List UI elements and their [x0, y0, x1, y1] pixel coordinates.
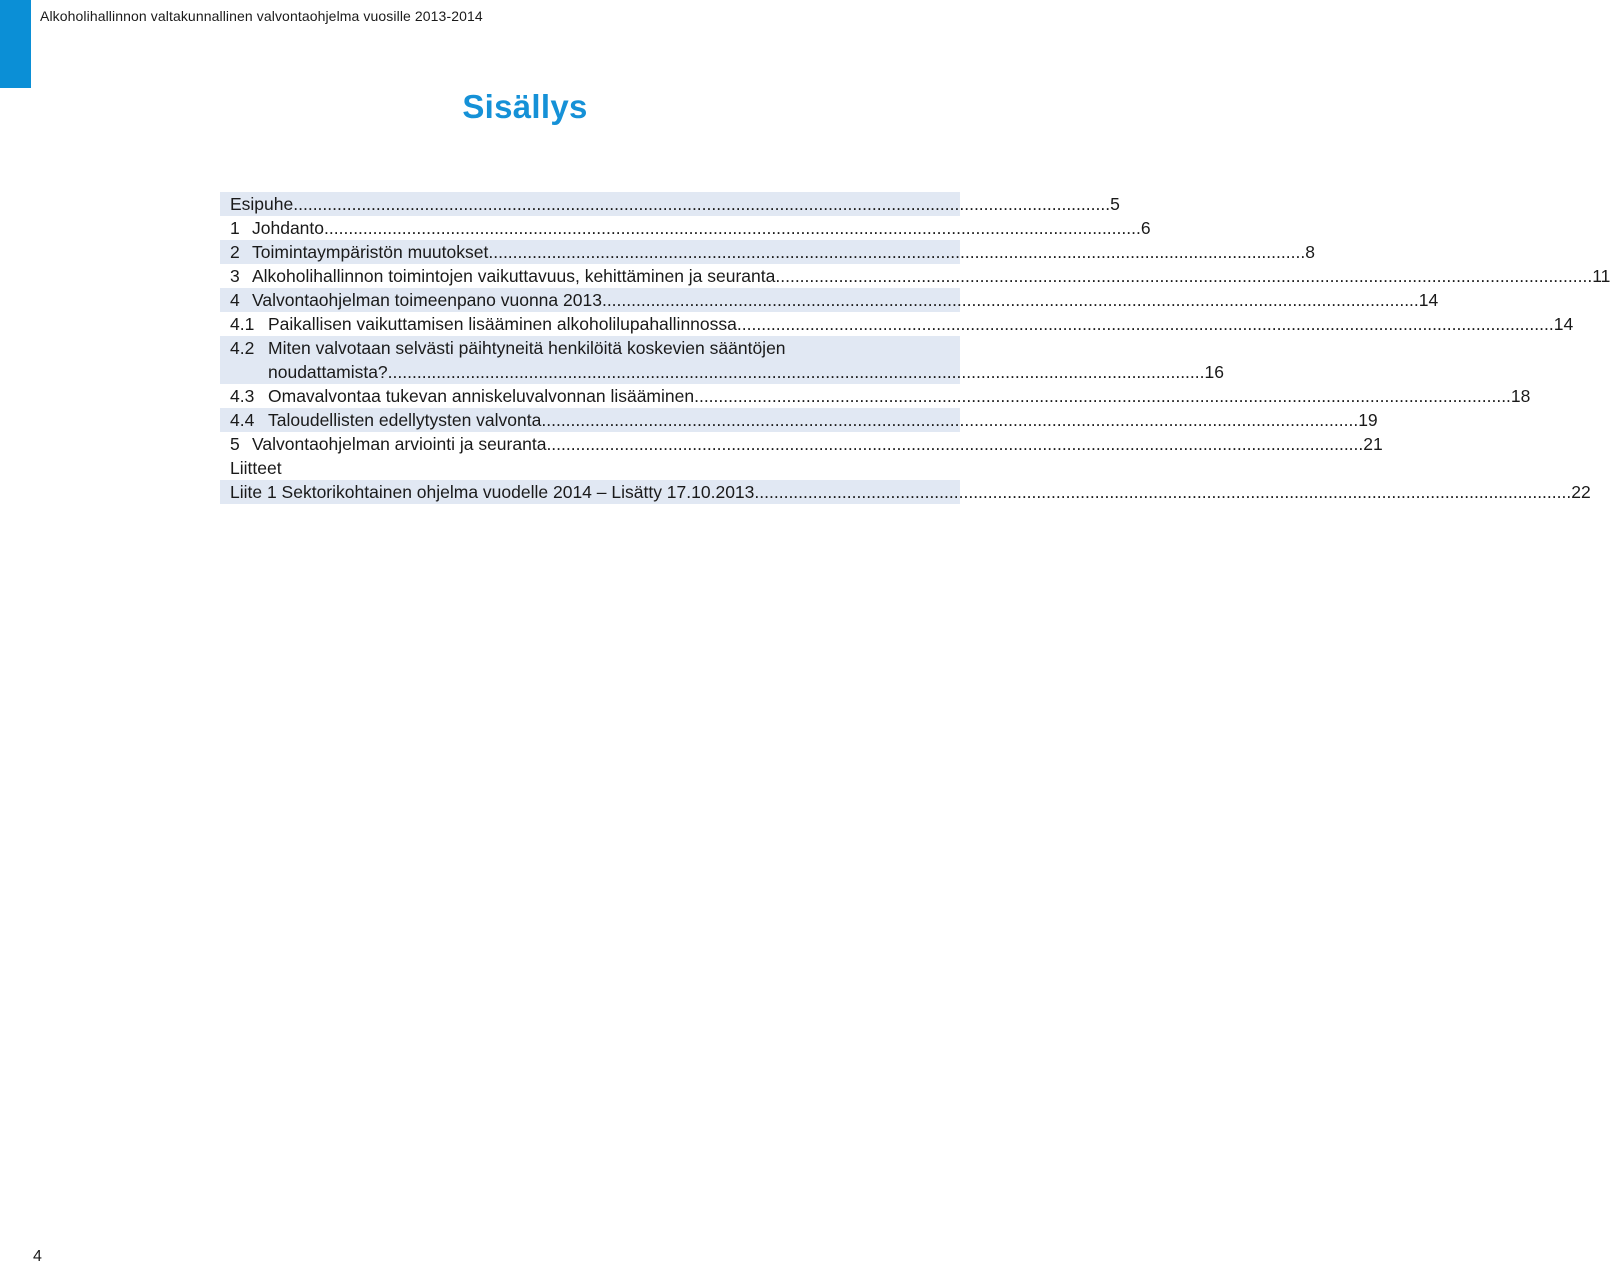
toc-leader: ........................................................................................................................................................................ [293, 194, 1111, 214]
toc-entry-text: Toimintaympäristön muutokset [252, 242, 489, 262]
toc-entry-label [230, 216, 324, 240]
toc-entry-text: Omavalvontaa tukevan anniskeluvalvonnan lisääminen [268, 386, 695, 406]
toc-entry-number: 5 [230, 434, 240, 454]
toc-entry-text: noudattamista? [268, 362, 388, 382]
toc-entry-text: Johdanto [252, 218, 325, 238]
toc-entry-label [230, 240, 488, 264]
toc-leader: ........................................................................................................................................................................ [601, 290, 1419, 310]
toc-entry-number: 1 [230, 218, 240, 238]
page-title: Sisällys [462, 88, 588, 125]
toc-leader: ........................................................................................................................................................................ [541, 410, 1359, 430]
toc-entry-toimeenpano[interactable] [220, 288, 1439, 312]
toc-page-number: 5 [1110, 194, 1120, 214]
toc-entry-label [230, 264, 775, 288]
toc-entry-number: 2 [230, 242, 240, 262]
toc-entry-label [230, 312, 737, 336]
table-of-contents [220, 192, 1610, 504]
toc-entry-number: 4 [230, 290, 240, 310]
toc-entry-johdanto[interactable] [220, 216, 1151, 240]
page-number: 4 [33, 1248, 42, 1265]
toc-entry-text: Alkoholihallinnon toimintojen vaikuttavuus, kehittäminen ja seuranta [252, 266, 776, 286]
toc-entry-omavalvonta[interactable] [220, 384, 1531, 408]
toc-entry-label [230, 336, 786, 360]
toc-entry-arviointi[interactable] [220, 432, 1383, 456]
toc-entry-taloudelliset[interactable] [220, 408, 1378, 432]
toc-page-number: 11 [1592, 266, 1610, 286]
toc-entry-number: 4.3 [230, 386, 255, 406]
toc-entry-paikallinen-vaikuttaminen[interactable] [220, 312, 1574, 336]
toc-entry-text: Liitteet [230, 458, 282, 478]
toc-page-number: 8 [1305, 242, 1315, 262]
toc-entry-paihtyneet[interactable] [220, 336, 960, 360]
toc-page-number: 16 [1204, 362, 1224, 382]
toc-entry-text: Paikallisen vaikuttamisen lisääminen alkoholilupahallinnossa [268, 314, 737, 334]
toc-entry-label [230, 408, 541, 432]
toc-leader: ........................................................................................................................................................................ [546, 434, 1364, 454]
toc-entry-esipuhe[interactable] [220, 192, 1120, 216]
toc-entry-number: 4.4 [230, 410, 255, 430]
toc-page-number: 6 [1140, 218, 1151, 238]
toc-entry-text: Valvontaohjelman arviointi ja seuranta [252, 434, 547, 454]
toc-page-number: 18 [1510, 386, 1531, 406]
toc-entry-label: Esipuhe [230, 194, 294, 214]
toc-entry-liitteet[interactable] [220, 456, 960, 480]
toc-entry-number: 4.2 [230, 338, 255, 358]
toc-leader: ........................................................................................................................................................................ [488, 242, 1306, 262]
toc-entry-paihtyneet-continued[interactable] [220, 360, 1224, 384]
toc-entry-text: Miten valvotaan selvästi päihtyneitä henkilöitä koskevien sääntöjen [268, 338, 786, 358]
toc-leader: ........................................................................................................................................................................ [754, 482, 1572, 502]
running-header: Alkoholihallinnon valtakunnallinen valvontaohjelma vuosille 2013-2014 [40, 8, 483, 24]
toc-leader: ........................................................................................................................................................................ [324, 218, 1141, 238]
toc-leader: ........................................................................................................................................................................ [387, 362, 1205, 382]
accent-bar [0, 0, 31, 88]
toc-entry-text: Taloudellisten edellytysten valvonta [268, 410, 542, 430]
toc-entry-vaikuttavuus[interactable] [220, 264, 1610, 288]
toc-page-number: 14 [1553, 314, 1574, 334]
toc-leader: ........................................................................................................................................................................ [694, 386, 1511, 406]
toc-entry-number: 4.1 [230, 314, 255, 334]
toc-entry-number: 3 [230, 266, 240, 286]
toc-entry-label [230, 384, 694, 408]
toc-entry-label [230, 432, 546, 456]
toc-page-number: 22 [1571, 482, 1591, 502]
toc-leader: ........................................................................................................................................................................ [775, 266, 1593, 286]
toc-entry-text: Valvontaohjelman toimeenpano vuonna 2013 [252, 290, 602, 310]
toc-leader: ........................................................................................................................................................................ [736, 314, 1554, 334]
toc-page-number: 14 [1418, 290, 1439, 310]
toc-entry-text: Liite 1 Sektorikohtainen ohjelma vuodelle 2014 – Lisätty 17.10.2013 [230, 482, 755, 502]
toc-entry-toimintaymparisto[interactable] [220, 240, 1315, 264]
toc-page-number: 19 [1358, 410, 1378, 430]
toc-entry-label [230, 288, 602, 312]
toc-entry-liite-1[interactable] [220, 480, 1591, 504]
toc-page-number: 21 [1363, 434, 1383, 454]
